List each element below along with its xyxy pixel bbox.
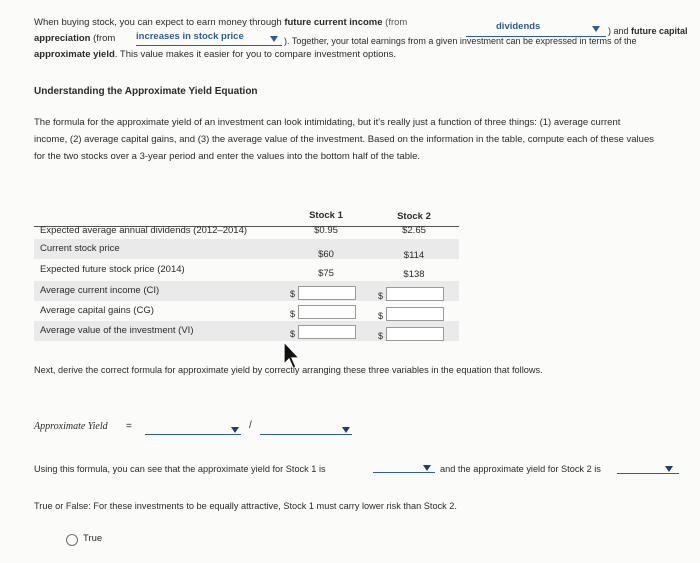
intro-line-2-end: ). Together, your total earnings from a given investment can be expressed in terms of the [284,36,637,46]
dividends-dropdown[interactable]: dividends [466,20,606,37]
true-option-label: True [83,533,103,544]
intro-line-1: When buying stock, you can expect to earn money through future current income (from [34,17,408,28]
dollar-sign: $ [378,291,384,301]
chevron-down-icon [231,427,239,433]
result-middle: and the approximate yield for Stock 2 is [440,464,601,474]
table-row: Average capital gains (CG) [40,305,154,316]
intro-line-1-end: ) and future capital [608,26,688,36]
intro-line-3: approximate yield. This value makes it easier for you to compare investment options. [34,49,397,60]
stock-1-cg-input[interactable] [298,305,356,319]
table-row: Expected future stock price (2014) $75 $138 [40,264,425,280]
stock-2-ci-input[interactable] [386,287,444,301]
formula-instruction: Next, derive the correct formula for approximate yield by correctly arranging these three variables in the equation that follows. [34,365,543,375]
chevron-down-icon [270,36,278,42]
result-prefix: Using this formula, you can see that the approximate yield for Stock 1 is [34,464,326,474]
table-row: Average value of the investment (VI) [34,321,459,341]
dollar-sign: $ [378,311,384,321]
intro-line-2: appreciation (from [34,33,116,44]
chevron-down-icon [665,466,673,472]
table-row: Current stock price $60 $114 [34,239,459,259]
numerator-dropdown[interactable] [145,424,241,435]
approximate-yield-label: Approximate Yield [34,421,108,432]
stock-1-header: Stock 1 [309,210,343,221]
stock-2-yield-dropdown[interactable] [617,463,679,474]
equals-sign: = [126,421,132,432]
chevron-down-icon [423,465,431,471]
dollar-sign: $ [290,329,296,339]
true-false-question: True or False: For these investments to be equally attractive, Stock 1 must carry lower risk than Stock 2. [34,501,457,511]
dollar-sign: $ [378,331,384,341]
stock-1-ci-input[interactable] [298,286,356,300]
stock-2-cg-input[interactable] [386,307,444,321]
division-slash: / [249,420,252,431]
dollar-sign: $ [290,309,296,319]
paragraph-line-1: The formula for the approximate yield of an investment can look intimidating, but it's really just a function of three things: (1) average current [34,117,621,128]
chevron-down-icon [342,427,350,433]
future-current-income-term: future current income [284,17,383,28]
section-heading: Understanding the Approximate Yield Equation [34,86,258,97]
stock-price-dropdown[interactable]: increases in stock price [136,31,282,46]
stock-2-vi-input[interactable] [386,327,444,341]
stock-1-vi-input[interactable] [298,325,356,339]
stock-1-yield-dropdown[interactable] [373,462,435,473]
table-row: Average current income (CI) [34,281,459,301]
table-row: Expected average annual dividends (2012–2014) $0.95 $2.65 [40,225,426,236]
stock-2-header: Stock 2 [397,211,431,222]
paragraph-line-2: income, (2) average capital gains, and (3) the average value of the investment. Based on the information in the table, compute each of these values [34,134,654,145]
true-radio[interactable] [66,534,78,546]
dollar-sign: $ [290,289,296,299]
denominator-dropdown[interactable] [260,424,352,435]
paragraph-line-3: for the two stocks over a 3-year period and enter the values into the bottom half of the table. [34,151,421,162]
